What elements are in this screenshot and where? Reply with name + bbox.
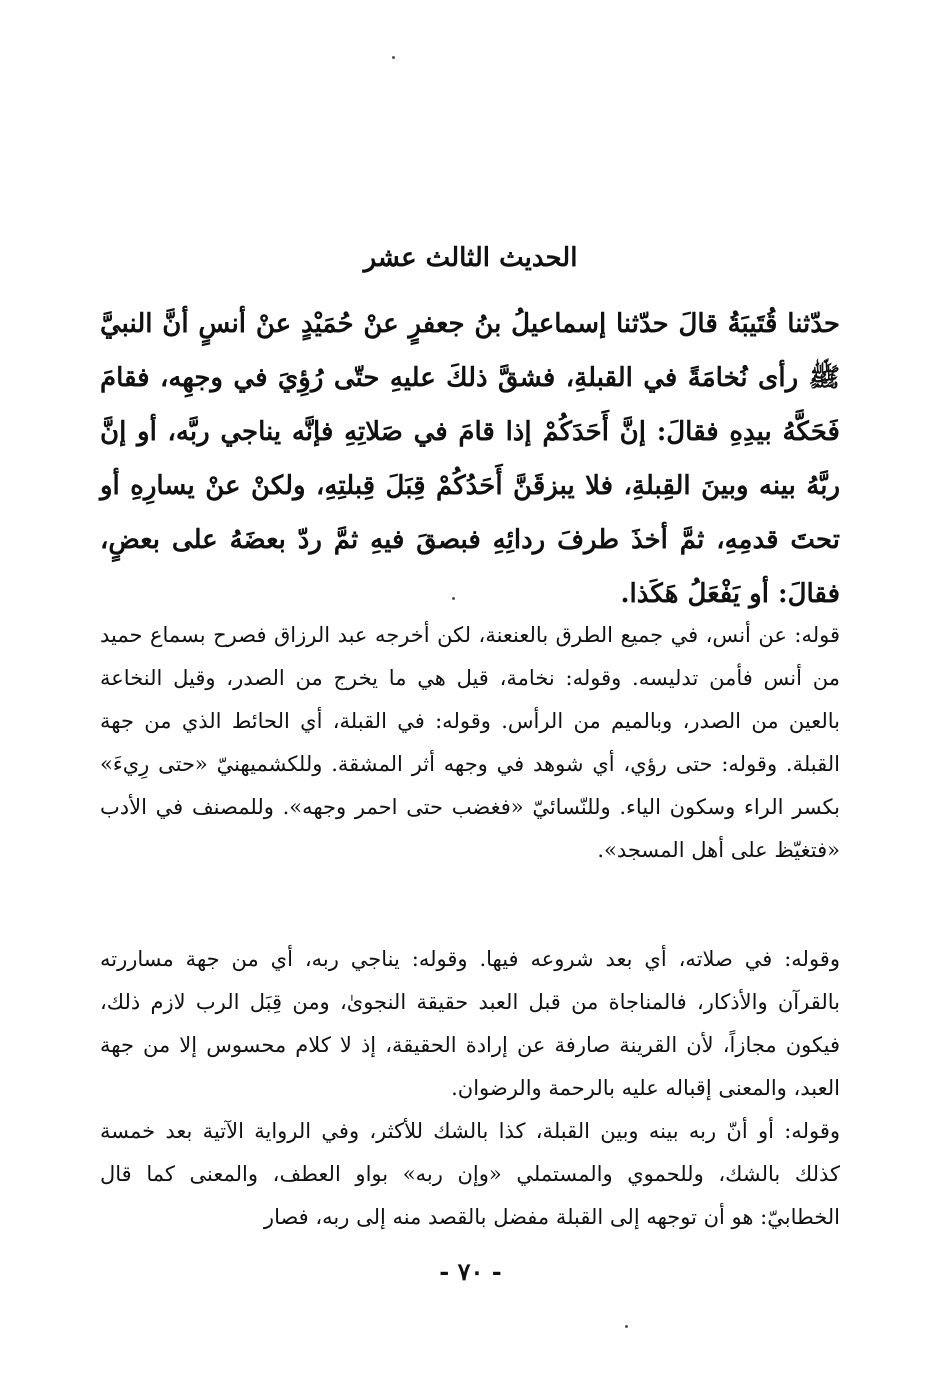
commentary-paragraph: وقوله: أو أنّ ربه بينه وبين القبلة، كذا بالشك للأكثر، وفي الرواية الآتية بعد خمسة كذلك بالشك، وللحموي والمستملي «وإن ربه» بواو العطف، والمعنى كما قال الخطابيّ: هو أن توجهه إلى القبلة مفضل بالقصد منه إلى ربه، فصار [100, 1119, 840, 1229]
commentary-block-1 [100, 614, 840, 872]
hadith-text: حدّثنا قُتَيبَةُ قالَ حدّثنا إسماعيلُ بنُ جعفرٍ عنْ حُمَيْدٍ عنْ أنسٍ أنَّ النبيَّ ﷺ رأى نُخامَةً في القبلةِ، فشقَّ ذلكَ عليهِ حتّى رُؤِيَ في وجهِه، فقامَ فَحَكَّهُ بيدِهِ فقالَ: إنَّ أَحَدَكُمْ إذا قامَ في صَلاتِهِ فإنَّه يناجي ربَّه، أو إنَّ ربَّهُ بينه وبينَ القِبلةِ، فلا يبزقَنَّ أَحَدُكُمْ قِبَلَ قِبلتِهِ، ولكنْ عنْ يسارِهِ أو تحتَ قدمِهِ، ثمَّ أخذَ طرفَ ردائِهِ فبصقَ فيهِ ثمَّ ردّ بعضَهُ على بعضٍ، فقالَ: أو يَفْعَلُ هَكَذا. [100, 309, 840, 609]
hadith-heading: الحديث الثالث عشر [363, 243, 578, 273]
scan-speck [625, 1325, 628, 1328]
scan-speck [452, 597, 455, 600]
scan-speck [392, 56, 395, 59]
commentary-paragraph: قوله: عن أنس، في جميع الطرق بالعنعنة، لكن أخرجه عبد الرزاق فصرح بسماع حميد من أنس فأمن تدليسه. وقوله: نخامة، قيل هي ما يخرج من الصدر، وقيل النخاعة بالعين من الصدر، وبالميم من الرأس. وقوله: في القبلة، أي الحائط الذي من جهة القبلة. وقوله: حتى رؤي، أي شوهد في وجهه أثر المشقة. وللكشميهنيّ «حتى رِيءَ» بكسر الراء وسكون الياء. وللنّسائيّ «فغضب حتى احمر وجهه». وللمصنف في الأدب «فتغيّظ على أهل المسجد». [100, 623, 840, 862]
page-number: - ٧٠ - [439, 1257, 502, 1286]
commentary-block-2 [100, 938, 840, 1239]
commentary-paragraph: وقوله: في صلاته، أي بعد شروعه فيها. وقوله: يناجي ربه، أي من جهة مساررته بالقرآن والأذكار، فالمناجاة من قبل العبد حقيقة النجوىٰ، ومن قِبَل الرب لازم ذلك، فيكون مجازاً، لأن القرينة صارفة عن إرادة الحقيقة، إذ لا كلام محسوس إلا من جهة العبد، والمعنى إقباله عليه بالرحمة والرضوان. [100, 947, 840, 1100]
